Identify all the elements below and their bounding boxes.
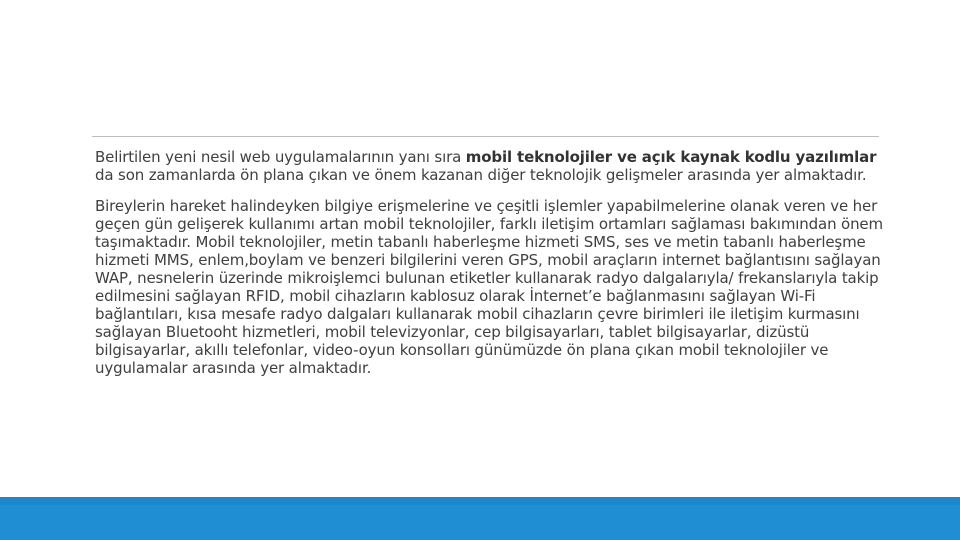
paragraph-2: Bireylerin hareket halindeyken bilgiye erişmelerine ve çeşitli işlemler yapabilmelerine olanak veren ve her geçen gün gelişerek kullanımı artan mobil teknolojiler, farklı iletişim ortamları sağlaması bakımından önem taşımaktadır. Mobil teknolojiler, metin tabanlı haberleşme hizmeti SMS, ses ve metin tabanlı haberleşme hizmeti MMS, enlem,boylam ve benzeri bilgilerini veren GPS, mobil araçların internet bağlantısını sağlayan WAP, nesnelerin üzerinde mikroişlemci bulunan etiketler kullanarak radyo dalgalarıyla/ frekanslarıyla takip edilmesini sağlayan RFID, mobil cihazların kablosuz olarak İnternet’e bağlanmasını sağlayan Wi-Fi bağlantıları, kısa mesafe radyo dalgaları kullanarak mobil cihazların çevre birimleri ile iletişim kurmasını sağlayan Bluetooht hizmetleri, mobil televizyonlar, cep bilgisayarları, tablet bilgisayarlar, dizüstü bilgisayarlar, akıllı telefonlar, video-oyun konsolları günümüzde ön plana çıkan mobil teknolojiler ve uygulamalar arasında yer almaktadır. [95,197,883,377]
paragraph-1-bold: mobil teknolojiler ve açık kaynak kodlu yazılımlar [465,148,877,166]
footer-accent-bar [0,497,960,540]
paragraph-1-text-a: Belirtilen yeni nesil web uygulamalarının yanı sıra [95,148,466,166]
footer-accent-bar-top [0,497,960,505]
paragraph-1 [95,148,885,184]
slide-body [95,148,885,377]
paragraph-1-text-b: da son zamanlarda ön plana çıkan ve önem kazanan diğer teknolojik gelişmeler arasında yer almaktadır. [95,166,867,184]
title-divider-line [92,136,879,137]
